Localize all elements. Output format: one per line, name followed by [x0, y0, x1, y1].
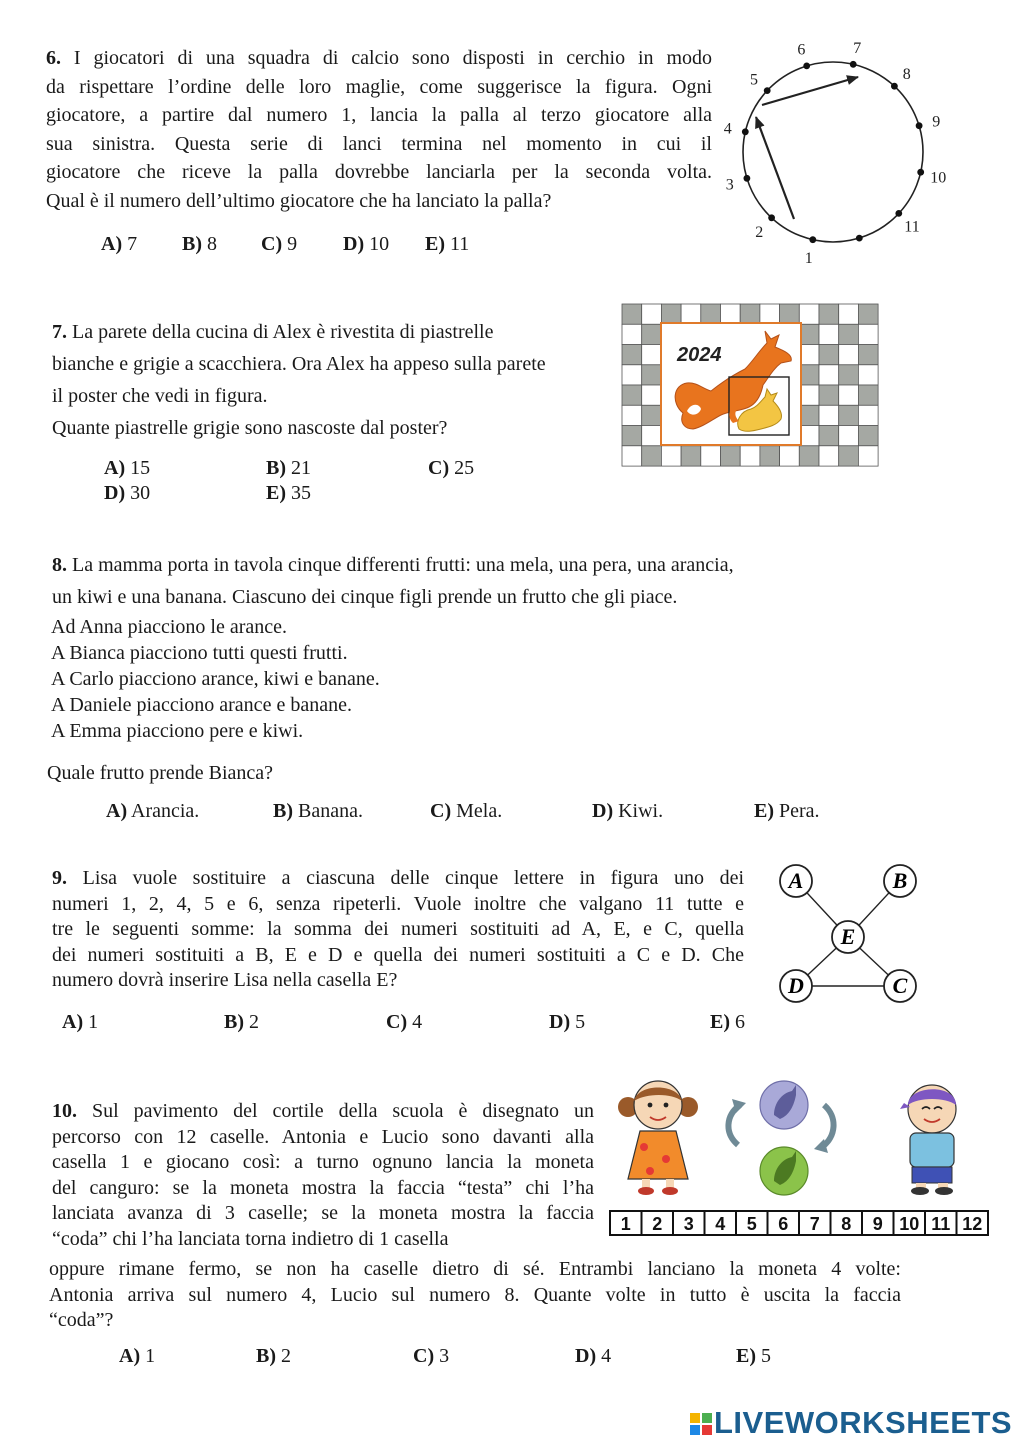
q9-text: 9. Lisa vuole sostituire a ciascuna delle cinque lettere in figura uno dei numeri 1, 2, 4, 5 e 6, senza ripeterli. Vuole inoltre che valgano 11 tutte e tre le seguenti somme: la somma dei numeri sostituiti ad A, E, e C, quella dei numeri sostituiti a B, E e D e quella dei numeri sostituiti a C e D. Che numero dovrà inserire Lisa nella casella E?	[52, 867, 745, 991]
poster-year: 2024	[677, 344, 722, 366]
q10-option-a[interactable]: A) 1	[119, 1345, 156, 1367]
wall-tile	[839, 304, 859, 324]
node-a-label: A	[788, 868, 804, 893]
wall-tile	[661, 304, 681, 324]
wall-tile	[622, 304, 642, 324]
q9-option-c[interactable]: C) 4	[386, 1011, 423, 1033]
wall-tile	[799, 365, 819, 385]
node-c-label: C	[892, 973, 908, 998]
q9-option-a[interactable]: A) 1	[62, 1011, 99, 1033]
footer-brand-text: LIVEWORKSHEETS	[714, 1405, 1012, 1440]
q8-option-a[interactable]: A) Arancia.	[106, 800, 200, 822]
wall-tile	[701, 446, 721, 466]
wall-tile	[622, 385, 642, 405]
wall-tile	[780, 446, 800, 466]
q7-wall-figure	[621, 303, 881, 467]
player-dot	[742, 128, 749, 135]
wall-tile	[681, 304, 701, 324]
q7-option-e[interactable]: E) 35	[266, 482, 311, 504]
player-dot	[809, 236, 816, 243]
q6-option-a[interactable]: A) 7	[101, 233, 138, 255]
track-square-number: 6	[778, 1214, 789, 1234]
q7-option-a[interactable]: A) 15	[104, 457, 151, 479]
q8-option-b[interactable]: B) Banana.	[273, 800, 363, 822]
player-dot	[916, 122, 923, 129]
player-number: 2	[755, 224, 764, 241]
wall-tile	[858, 345, 878, 365]
wall-tile	[661, 446, 681, 466]
player-dot	[917, 169, 924, 176]
wall-tile	[622, 345, 642, 365]
q8-text: 8. La mamma porta in tavola cinque differenti frutti: una mela, una pera, una arancia, un kiwi e una banana. Ciascuno dei cinque figli prende un frutto che gli piace.	[52, 554, 734, 608]
q7-text: 7. La parete della cucina di Alex è rivestita di piastrelle bianche e grigie a scacchiera. Ora Alex ha appeso sulla parete il poster che vedi in figura. Quante piastrelle grigie sono nascoste dal poster?	[52, 321, 546, 439]
wall-tile	[799, 405, 819, 425]
wall-tile	[701, 304, 721, 324]
wall-tile	[622, 365, 642, 385]
player-number: 10	[930, 169, 947, 187]
wall-tile	[858, 385, 878, 405]
wall-tile	[642, 365, 662, 385]
q10-number: 10.	[52, 1100, 77, 1122]
q8-number: 8.	[52, 554, 67, 576]
wall-tile	[622, 426, 642, 446]
wall-tile	[819, 405, 839, 425]
wall-tile	[740, 446, 760, 466]
q7-option-c[interactable]: C) 25	[428, 457, 475, 479]
wall-tile	[799, 345, 819, 365]
q10-option-d[interactable]: D) 4	[575, 1345, 612, 1367]
q10-option-c[interactable]: C) 3	[413, 1345, 450, 1367]
wall-tile	[799, 324, 819, 344]
track-square-number: 11	[931, 1214, 951, 1234]
wall-tile	[839, 405, 859, 425]
wall-tile	[839, 345, 859, 365]
track-square-number: 10	[899, 1214, 920, 1234]
wall-tile	[819, 324, 839, 344]
track-square-number: 12	[962, 1214, 983, 1234]
q6-number: 6.	[46, 47, 61, 69]
q7-number: 7.	[52, 321, 67, 343]
player-dot	[891, 83, 898, 90]
q8-question: Quale frutto prende Bianca?	[47, 762, 274, 784]
q7-option-b[interactable]: B) 21	[266, 457, 311, 479]
wall-tile	[799, 304, 819, 324]
liveworksheets-logo-icon	[690, 1413, 712, 1435]
q8-option-c[interactable]: C) Mela.	[430, 800, 503, 822]
wall-tile	[819, 365, 839, 385]
q8-option-d[interactable]: D) Kiwi.	[592, 800, 664, 822]
wall-tile	[799, 426, 819, 446]
track-square-number: 3	[683, 1214, 694, 1234]
player-number: 4	[723, 120, 732, 138]
wall-tile	[642, 426, 662, 446]
player-number: 5	[750, 71, 758, 89]
q9-option-b[interactable]: B) 2	[224, 1011, 259, 1033]
arrow-left-icon	[728, 1105, 740, 1145]
player-number: 3	[725, 176, 734, 194]
q9-option-d[interactable]: D) 5	[549, 1011, 586, 1033]
q9-number: 9.	[52, 867, 67, 889]
q10-text-narrow: 10. Sul pavimento del cortile della scuola è disegnato un percorso con 12 caselle. Antonia e Lucio sono davanti alla casella 1 e giocano così: a turno ognuno lancia la moneta del canguro: se la moneta mostra la faccia “testa” chi l’ha lanciata avanza di 3 caselle; se la moneta mostra la faccia “coda” chi l’ha lanciata torna indietro di 1 casella	[52, 1100, 595, 1250]
wall-tile	[839, 426, 859, 446]
track-square-number: 5	[746, 1214, 757, 1234]
track-square-number: 4	[715, 1214, 726, 1234]
wall-tile	[839, 446, 859, 466]
boy-lucio	[900, 1085, 956, 1195]
wall-tile	[721, 304, 741, 324]
track-square-number: 7	[809, 1214, 820, 1234]
player-dot	[856, 235, 863, 242]
player-number: 9	[932, 113, 941, 131]
q6-circle-figure	[716, 36, 947, 268]
player-dot	[850, 61, 857, 68]
wall-tile	[819, 304, 839, 324]
wall-tile	[642, 385, 662, 405]
wall-tile	[681, 446, 701, 466]
arrow-1-to-4	[756, 117, 794, 219]
track-square-number: 8	[841, 1214, 852, 1234]
coin-cycle	[728, 1081, 833, 1195]
track-square-number: 9	[872, 1214, 883, 1234]
wall-tile	[799, 385, 819, 405]
wall-tile	[642, 405, 662, 425]
wall-tile	[799, 446, 819, 466]
footer-brand[interactable]	[690, 1405, 1012, 1441]
wall-tile	[780, 304, 800, 324]
q9-option-e[interactable]: E) 6	[710, 1011, 745, 1033]
wall-tile	[819, 385, 839, 405]
wall-tile	[839, 365, 859, 385]
wall-tile	[858, 365, 878, 385]
wall-tile	[721, 446, 741, 466]
wall-tile	[819, 446, 839, 466]
player-number: 11	[904, 218, 920, 236]
node-d-label: D	[788, 973, 804, 998]
wall-tile	[760, 304, 780, 324]
wall-tile	[740, 304, 760, 324]
node-b-label: B	[892, 868, 908, 893]
q6-option-b[interactable]: B) 8	[182, 233, 217, 255]
player-number: 6	[797, 41, 806, 59]
q6-text: 6. I giocatori di una squadra di calcio sono disposti in cerchio in modo da rispettare l’ordine delle loro maglie, come suggerisce la figura. Ogni giocatore, a partire dal numero 1, lancia la palla al terzo giocatore alla sua sinistra. Questa serie di lanci termina nel momento in cui il giocatore che riceve la palla dovrebbe lanciarla per la seconda volta. Qual è il numero dell’ultimo giocatore che ha lanciato la palla?	[46, 47, 712, 212]
player-dot	[764, 87, 771, 94]
track-12-squares	[610, 1211, 988, 1235]
wall-tile	[642, 345, 662, 365]
girl-antonia	[618, 1081, 698, 1195]
q10-option-e[interactable]: E) 5	[736, 1345, 771, 1367]
wall-tile	[858, 304, 878, 324]
q10-option-b[interactable]: B) 2	[256, 1345, 291, 1367]
q8-facts: Ad Anna piacciono le arance. A Bianca piacciono tutti questi frutti. A Carlo piacciono arance, kiwi e banane. A Daniele piacciono arance e banane. A Emma piacciono pere e kiwi.	[51, 616, 380, 742]
wall-tile	[858, 426, 878, 446]
wall-tile	[622, 446, 642, 466]
node-e-label: E	[840, 924, 856, 949]
wall-tile	[858, 446, 878, 466]
q6-option-c[interactable]: C) 9	[261, 233, 298, 255]
player-number: 1	[804, 250, 813, 268]
wall-tile	[760, 446, 780, 466]
q7-option-d[interactable]: D) 30	[104, 482, 151, 504]
track-square-number: 2	[652, 1214, 663, 1234]
wall-tile	[642, 446, 662, 466]
q6-option-d[interactable]: D) 10	[343, 233, 390, 255]
wall-tile	[642, 324, 662, 344]
q9-graph-figure	[772, 860, 922, 1010]
player-dot	[744, 175, 751, 182]
q10-figure	[610, 1075, 995, 1247]
q6-option-e[interactable]: E) 11	[425, 233, 470, 255]
player-dot	[803, 63, 810, 70]
q10-text-wide: oppure rimane fermo, se non ha caselle dietro di sé. Entrambi lanciano la moneta 4 volte: Antonia arriva sul numero 4, Lucio sul numero 8. Quante volte in tutto è uscita la faccia “coda”?	[49, 1258, 901, 1331]
wall-tile	[839, 385, 859, 405]
player-number: 8	[902, 66, 911, 83]
track-square-number: 1	[620, 1214, 631, 1234]
player-number: 7	[853, 39, 862, 57]
player-dot	[895, 210, 902, 217]
wall-tile	[839, 324, 859, 344]
wall-tile	[622, 405, 642, 425]
player-dot	[768, 214, 775, 221]
q8-option-e[interactable]: E) Pera.	[754, 800, 820, 822]
wall-tile	[858, 405, 878, 425]
wall-tile	[819, 345, 839, 365]
wall-tile	[819, 426, 839, 446]
wall-tile	[858, 324, 878, 344]
wall-tile	[642, 304, 662, 324]
wall-tile	[622, 324, 642, 344]
